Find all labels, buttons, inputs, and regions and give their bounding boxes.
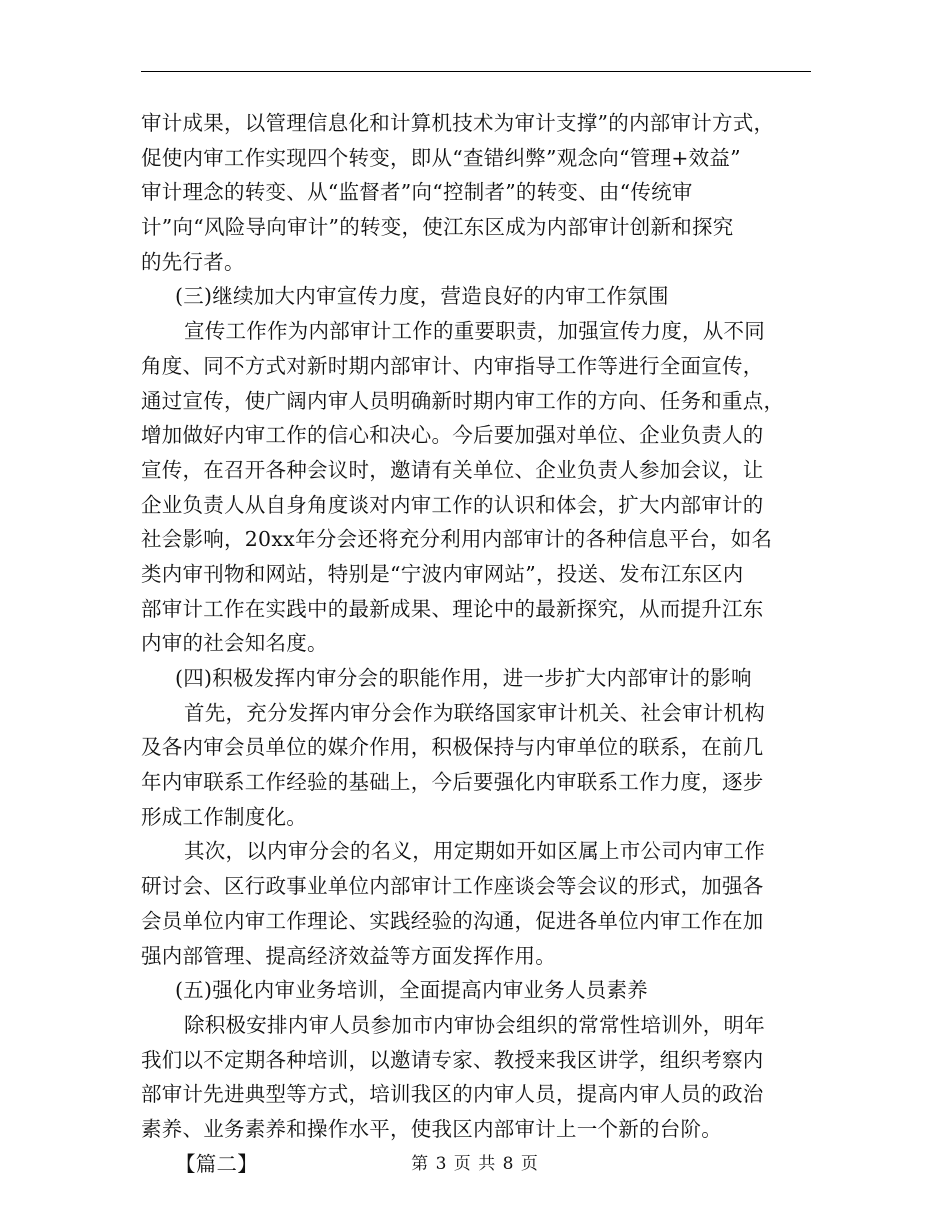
text-line: 审计成果，以管理信息化和计算机技术为审计支撑”的内部审计方式，	[141, 111, 775, 135]
section-heading-3: (三)继续加大内审宣传力度，营造良好的内审工作氛围	[175, 284, 669, 309]
text-line: 部审计先进典型等方式，培训我区的内审人员，提高内审人员的政治	[141, 1082, 764, 1107]
text-line: 研讨会、区行政事业单位内部审计工作座谈会等会议的形式，加强各	[141, 874, 764, 899]
text-line: 内审的社会知名度。	[141, 631, 328, 656]
text-line: 除积极安排内审人员参加市内审协会组织的常常性培训外，明年	[184, 1012, 765, 1037]
header-rule	[141, 71, 811, 72]
text-line: 宣传，在召开各种会议时，邀请有关单位、企业负责人参加会议，让	[141, 457, 764, 482]
text-line: 促使内审工作实现四个转变，即从“查错纠弊”观念向“管理+效益”	[141, 145, 741, 170]
text-line: 素养、业务素养和操作水平，使我区内部审计上一个新的台阶。	[141, 1116, 722, 1141]
body-text	[141, 106, 816, 1181]
text-line: 强内部管理、提高经济效益等方面发挥作用。	[141, 943, 556, 968]
text-line: 形成工作制度化。	[141, 804, 307, 829]
text-line: 角度、同不方式对新时期内部审计、内审指导工作等进行全面宣传，	[141, 353, 764, 378]
text-line: 增加做好内审工作的信心和决心。今后要加强对单位、企业负责人的	[141, 423, 764, 448]
text-line: 社会影响，20xx年分会还将充分利用内部审计的各种信息平台，如名	[141, 527, 773, 552]
text-line: 宣传工作作为内部审计工作的重要职责，加强宣传力度，从不同	[184, 319, 765, 344]
text-line: 年内审联系工作经验的基础上，今后要强化内审联系工作力度，逐步	[141, 770, 764, 795]
text-line: 企业负责人从自身角度谈对内审工作的认识和体会，扩大内部审计的	[141, 492, 764, 517]
text-line: 通过宣传，使广阔内审人员明确新时期内审工作的方向、任务和重点，	[141, 388, 785, 413]
text-line: 审计理念的转变、从“监督者”向“控制者”的转变、由“传统审	[141, 180, 693, 205]
page-number: 第 3 页 共 8 页	[411, 1154, 539, 1174]
section-heading-5: (五)强化内审业务培训，全面提高内审业务人员素养	[175, 978, 648, 1003]
article-heading: 【篇二】	[175, 1151, 258, 1176]
text-line: 我们以不定期各种培训，以邀请专家、教授来我区讲学，组织考察内	[141, 1047, 764, 1072]
text-line: 类内审刊物和网站，特别是“宁波内审网站”，投送、发布江东区内	[141, 561, 744, 586]
text-line: 首先，充分发挥内审分会作为联络国家审计机关、社会审计机构	[184, 700, 765, 725]
text-line: 及各内审会员单位的媒介作用，积极保持与内审单位的联系，在前几	[141, 735, 764, 760]
text-line: 部审计工作在实践中的最新成果、理论中的最新探究，从而提升江东	[141, 596, 764, 621]
text-line: 其次，以内审分会的名义，用定期如开如区属上市公司内审工作	[184, 839, 765, 864]
section-heading-4: (四)积极发挥内审分会的职能作用，进一步扩大内部审计的影响	[175, 666, 752, 690]
text-line: 计”向“风险导向审计”的转变，使江东区成为内部审计创新和探究	[141, 215, 734, 240]
text-line: 的先行者。	[141, 249, 245, 274]
text-line: 会员单位内审工作理论、实践经验的沟通，促进各单位内审工作在加	[141, 908, 764, 933]
